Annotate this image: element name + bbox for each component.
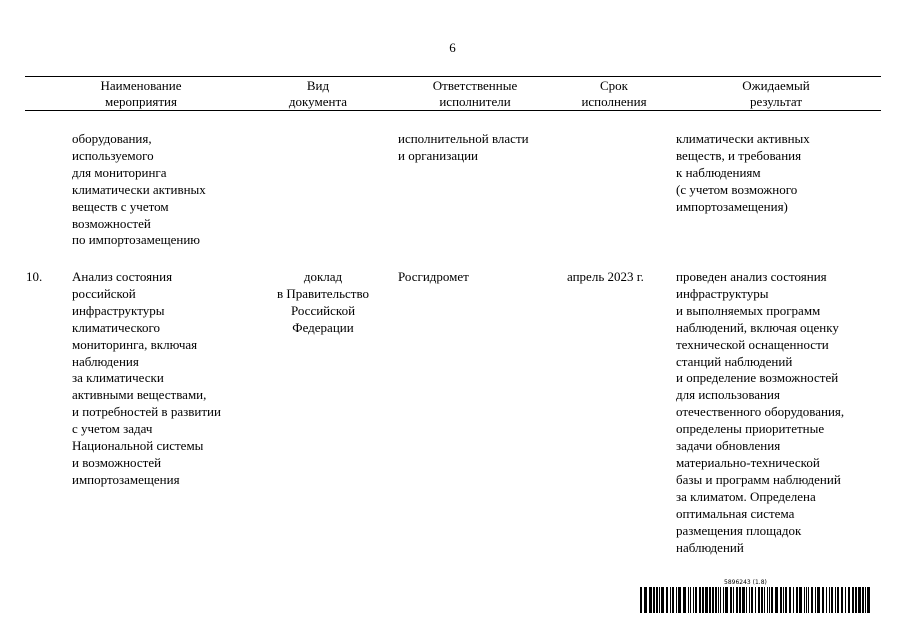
barcode-number: 5896243 (1.8): [724, 579, 767, 586]
row-10-result: проведен анализ состояния инфраструктуры и выполняемых программ наблюдений, включая оценку технической оснащенности станций наблюдений и определение возможностей для использования отечественного оборудования, определены приоритетные задачи обновления материально-технической базы и программ наблюдений за климатом. Определена оптимальная система размещения площадок наблюдений: [676, 269, 845, 555]
header-document-type: [258, 78, 378, 110]
continuation-result: климатически активных веществ, и требования к наблюдениям (с учетом возможного импортозамещения): [676, 131, 810, 214]
row-10-executors: Росгидромет: [398, 269, 469, 284]
continuation-executors: исполнительной власти и организации: [398, 131, 529, 163]
header-responsible-executors-text: Ответственные исполнители: [432, 78, 518, 109]
row-10-activity-name: Анализ состояния российской инфраструктуры климатического мониторинга, включая наблюдения за климатически активными веществами, и потребностей в развитии с учетом задач Национальной системы и возможностей импортозамещения: [72, 269, 221, 487]
header-responsible-executors: [400, 78, 550, 110]
header-expected-result: [672, 78, 880, 110]
header-expected-result-text: Ожидаемый результат: [742, 78, 810, 109]
row-10-deadline: апрель 2023 г.: [567, 269, 644, 284]
table-header-bottom-rule: [25, 110, 881, 111]
row-10-number: 10.: [26, 269, 43, 284]
table-header-top-rule: [25, 76, 881, 77]
header-deadline-text: Срок исполнения: [581, 78, 647, 109]
barcode-bars: [640, 587, 870, 613]
header-activity-name: [60, 78, 222, 110]
header-activity-name-text: Наименование мероприятия: [100, 78, 182, 109]
row-10-document-type: доклад в Правительство Российской Федерации: [276, 269, 369, 335]
header-deadline: [560, 78, 668, 110]
continuation-activity-name: оборудования, используемого для мониторинга климатически активных веществ с учетом возможностей по импортозамещению: [72, 131, 206, 248]
barcode: [640, 579, 870, 613]
page-number: 6: [449, 40, 456, 55]
header-document-type-text: Вид документа: [288, 78, 348, 109]
